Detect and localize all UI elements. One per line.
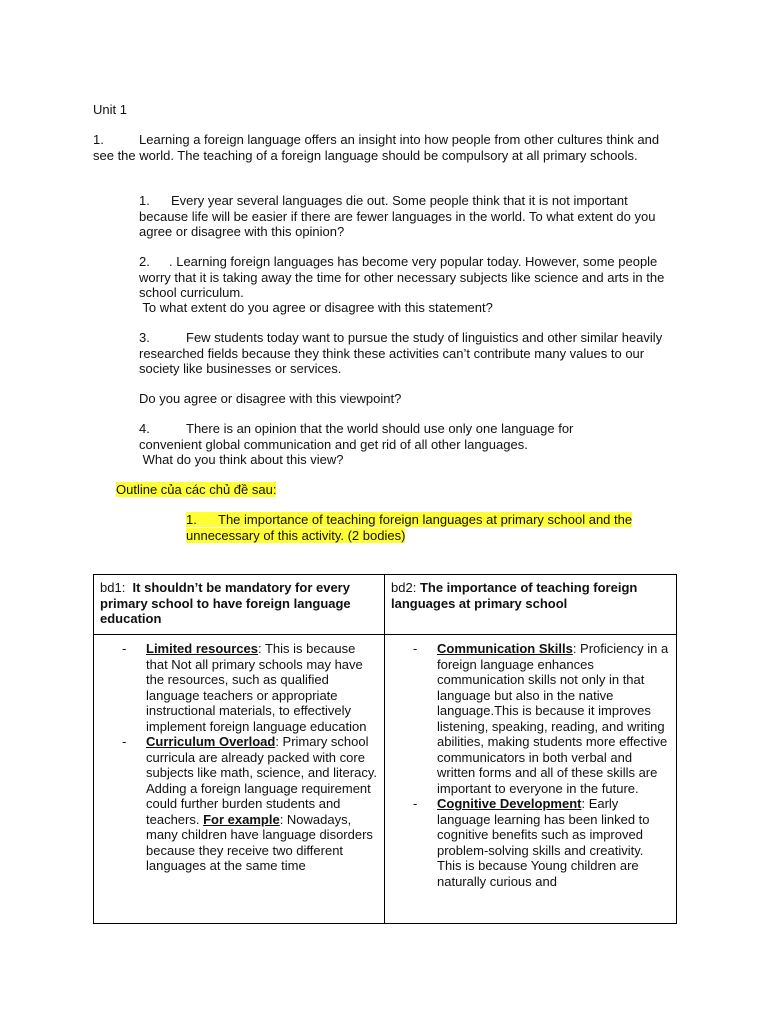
body2-content	[385, 635, 677, 924]
bullet-term: Communication Skills	[437, 641, 573, 656]
sub-topic-1-text: Every year several languages die out. Some people think that it is not important because life will be easier if there are fewer languages in the world. To what extent do you agree or disagree with this opinion?	[139, 193, 656, 239]
body1-bullets	[94, 635, 384, 874]
table-header-row	[94, 575, 677, 635]
bullet-dash: -	[413, 796, 418, 811]
sub-topic-2-number: 2.	[139, 254, 150, 269]
sub-topic-2-question: To what extent do you agree or disagree with this statement?	[139, 300, 493, 315]
sub-topic-1-number: 1.	[139, 193, 150, 208]
body1-heading: It shouldn’t be mandatory for every primary school to have foreign language education	[100, 580, 351, 626]
bullet-text: : Primary school curricula are already packed with core subjects like math, science, and literacy. Adding a foreign language requirement could further burden students and teachers.	[146, 734, 377, 827]
body2-label: bd2:	[391, 580, 417, 595]
sub-topic-4-text: There is an opinion that the world should use only one language for convenient global communication and get rid of all other languages.	[139, 421, 574, 452]
body1-label: bd1:	[100, 580, 126, 595]
body1-header	[94, 575, 385, 635]
bullet-term: Curriculum Overload	[146, 734, 276, 749]
bullet-dash: -	[413, 641, 418, 656]
outline-item	[186, 512, 674, 543]
bullet-text: : Proficiency in a foreign language enhances communication skills not only in that language but also in the native language.This is because it improves listening, speaking, reading, and writing abilities, making students more effective communicators in both verbal and written forms and all of these skills are important to everyone in the future.	[437, 641, 669, 796]
outline-item-text: The importance of teaching foreign languages at primary school and the unnecessary of this activity. (2 bodies)	[186, 512, 633, 543]
topic-1	[93, 132, 663, 163]
body2-heading: The importance of teaching foreign languages at primary school	[391, 580, 638, 611]
sub-topic-3	[139, 330, 674, 377]
list-item	[385, 796, 676, 889]
sub-topic-4	[139, 421, 639, 452]
sub-topic-4-question: What do you think about this view?	[139, 452, 344, 467]
bullet-text: : Early language learning has been linked to cognitive benefits such as improved problem-solving skills and creativity. This is because Young children are naturally curious and	[437, 796, 650, 889]
list-item	[94, 641, 384, 734]
body2-bullets	[385, 635, 676, 889]
bullet-term: Cognitive Development	[437, 796, 582, 811]
topic-1-number: 1.	[93, 132, 104, 147]
sub-topic-3-text: Few students today want to pursue the study of linguistics and other similar heavily researched fields because they think these activities can’t contribute many values to our society like businesses or services.	[139, 330, 663, 376]
sub-topic-3-number: 3.	[139, 330, 150, 345]
table-body-row	[94, 635, 677, 924]
bullet-term: Limited resources	[146, 641, 258, 656]
bullet-text-example: : Nowadays, many children have language disorders because they receive two different languages at the same time	[146, 811, 373, 873]
body2-header	[385, 575, 677, 635]
bullet-text: : This is because that Not all primary schools may have the resources, such as qualified language teachers or appropriate instructional materials, to effectively implement foreign language education	[146, 641, 367, 734]
bullet-term-example: For example	[203, 811, 280, 827]
list-item	[385, 641, 676, 796]
bullet-dash: -	[122, 734, 127, 749]
sub-topic-1	[139, 193, 674, 240]
sub-topic-3-question: Do you agree or disagree with this viewpoint?	[139, 391, 402, 406]
sub-topic-2-text: . Learning foreign languages has become very popular today. However, some people worry that it is taking away the time for other necessary subjects like science and arts in the school curriculum.	[139, 254, 665, 300]
unit-title: Unit 1	[93, 102, 127, 117]
bullet-dash: -	[122, 641, 127, 656]
outline-table	[93, 574, 677, 924]
outline-heading	[116, 482, 276, 498]
sub-topic-2	[139, 254, 674, 301]
list-item	[94, 734, 384, 874]
outline-heading-text: Outline của các chủ đề sau:	[116, 482, 277, 497]
sub-topic-4-number: 4.	[139, 421, 150, 436]
outline-item-number: 1.	[186, 512, 197, 527]
topic-1-text: Learning a foreign language offers an insight into how people from other cultures think and see the world. The teaching of a foreign language should be compulsory at all primary schools.	[93, 132, 660, 163]
outline-item-highlight	[186, 512, 632, 543]
body1-content	[94, 635, 385, 924]
